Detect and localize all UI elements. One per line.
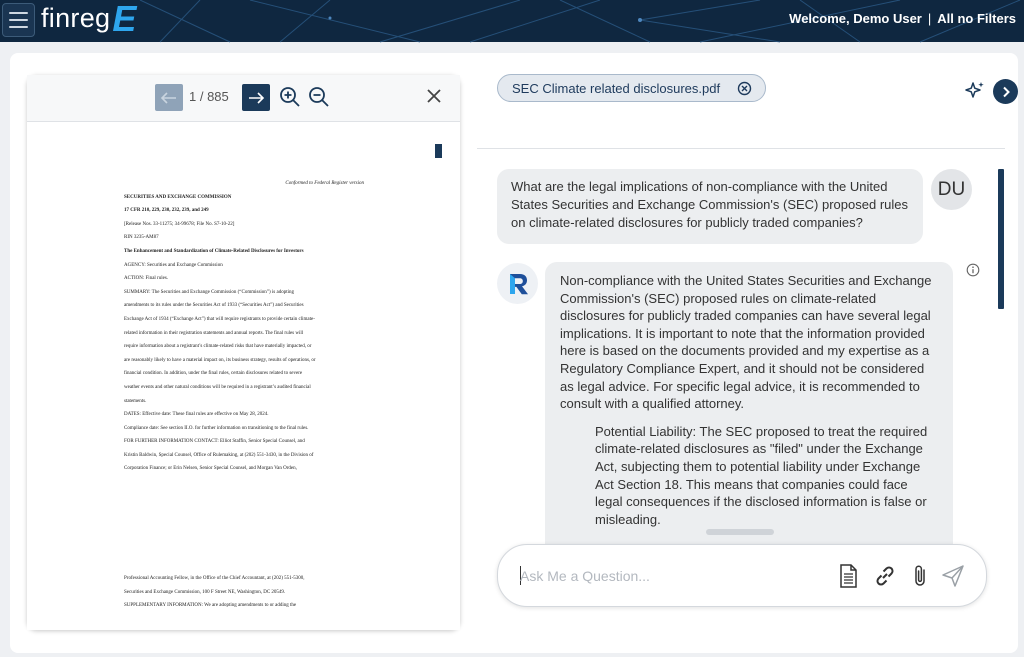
document-text-bottom — [124, 572, 364, 613]
pdf-toolbar — [27, 75, 460, 122]
menu-button[interactable] — [2, 3, 35, 37]
pdf-viewer — [27, 75, 460, 630]
doc-line: AGENCY: Securities and Exchange Commission — [124, 262, 223, 268]
document-icon[interactable] — [835, 563, 861, 589]
user-message: What are the legal implications of non-compliance with the United States Securities and Exchange Commission's (SEC) proposed rules on climate-related disclosures for publicly traded companies? — [497, 169, 923, 244]
hamburger-menu-icon — [9, 12, 28, 14]
page-indicator: 1 / 885 — [189, 89, 229, 104]
pdf-page[interactable] — [27, 123, 460, 630]
assistant-paragraph: Potential Liability: The SEC proposed to treat the required climate-related disclosures as "filed" under the Exchange Act, subjecting them to potential liability under Exchange Act Section 18. This means that companies could face legal consequences if the disclosed information is false or misleading. — [595, 423, 928, 527]
doc-line: SUMMARY: The Securities and Exchange Commission (“Commission”) is adopting — [124, 289, 294, 295]
file-chip[interactable] — [497, 74, 766, 102]
filters-link[interactable]: All no Filters — [937, 11, 1016, 26]
circle-x-icon[interactable] — [737, 81, 752, 96]
chat-conversation[interactable] — [477, 150, 1005, 527]
zoom-out-icon[interactable] — [307, 85, 331, 109]
doc-line: ACTION: Final rules. — [124, 276, 169, 282]
assistant-logo-icon — [504, 270, 532, 298]
chat-divider — [477, 148, 1005, 149]
doc-line: FOR FURTHER INFORMATION CONTACT: Elliot Staffin, Senior Special Counsel, and — [124, 439, 305, 445]
next-page-button[interactable] — [242, 84, 270, 111]
paperclip-icon[interactable] — [908, 563, 934, 589]
doc-line: Corporation Finance; or Erin Nelsen, Senior Special Counsel, and Morgan Van Orden, — [124, 466, 297, 472]
doc-line: 17 CFR 210, 229, 230, 232, 239, and 249 — [124, 208, 209, 214]
welcome-text[interactable]: Welcome, Demo User — [789, 11, 922, 26]
doc-line: SECURITIES AND EXCHANGE COMMISSION — [124, 194, 232, 200]
sparkle-icon[interactable] — [963, 80, 987, 104]
info-icon[interactable] — [966, 263, 980, 277]
assistant-paragraph: Non-compliance with the United States Securities and Exchange Commission's (SEC) proposed rules on climate-related disclosures for publicly traded companies can have several legal implications. It is important to note that the information provided here is based on the documents provided and my expertise as a Regulatory Compliance Expert, and it should not be considered as legal advice. For specific legal advice, it is recommended to consult with a qualified attorney. — [560, 273, 932, 412]
doc-line: The Enhancement and Standardization of Climate-Related Disclosures for Investors — [124, 248, 304, 254]
link-icon[interactable] — [872, 563, 898, 589]
doc-line: SUPPLEMENTARY INFORMATION: We are adopting amendments to or adding the — [124, 603, 297, 609]
doc-line: statements. — [124, 398, 147, 404]
doc-line: Professional Accounting Fellow, in the Office of the Chief Accountant, at (202) 551-5300, — [124, 576, 305, 581]
doc-line: DATES: Effective date: These final rules are effective on May 28, 2024. — [124, 412, 269, 418]
welcome-separator: | — [927, 11, 932, 26]
doc-line: Securities and Exchange Commission, 100 F Street NE, Washington, DC 20549. — [124, 589, 286, 595]
question-input[interactable] — [520, 565, 820, 587]
logo-e: E — [112, 0, 137, 39]
doc-line: Exchange Act of 1934 (“Exchange Act”) that will require registrants to provide certain climate- — [124, 316, 315, 322]
main-card — [10, 53, 1018, 653]
zoom-in-icon[interactable] — [278, 85, 302, 109]
doc-line: require information about a registrant’s climate-related risks that have materially impacted, or — [124, 344, 312, 350]
doc-line: weather events and other natural conditions will be required in a registrant’s audited financial — [124, 384, 311, 390]
resize-handle[interactable] — [706, 529, 774, 535]
doc-line: Compliance date: See section II.O. for further information on transitioning to the final rules. — [124, 425, 309, 431]
chevron-right-icon — [1001, 86, 1011, 98]
document-text — [124, 177, 364, 476]
logo-text: finreg — [41, 3, 111, 33]
doc-line: [Release Nos. 33-11275; 34-99678; File No. S7-10-22] — [124, 221, 235, 227]
assistant-message — [545, 262, 953, 562]
arrow-left-icon — [161, 92, 177, 104]
doc-line: amendments to its rules under the Securities Act of 1933 (“Securities Act”) and Securities — [124, 303, 304, 309]
top-bar — [0, 0, 1024, 42]
send-icon[interactable] — [940, 563, 966, 589]
expand-panel-button[interactable] — [993, 79, 1018, 104]
logo[interactable] — [41, 1, 136, 39]
arrow-right-icon — [248, 92, 264, 104]
prev-page-button[interactable] — [155, 84, 183, 111]
user-avatar: DU — [931, 169, 972, 210]
assistant-avatar — [497, 263, 538, 304]
chat-input-bar — [497, 544, 987, 607]
doc-line: Kristin Baldwin, Special Counsel, Office of Rulemaking, at (202) 551-3430, in the Division of — [124, 452, 314, 458]
close-icon[interactable] — [423, 85, 445, 107]
file-chip-label: SEC Climate related disclosures.pdf — [512, 80, 721, 96]
doc-line: RIN 3235-AM87 — [124, 235, 159, 241]
doc-line: related information in their registration statements and annual reports. The final rules will — [124, 330, 304, 336]
chat-scrollbar[interactable] — [998, 169, 1004, 309]
doc-line: are reasonably likely to have a material impact on, its business strategy, results of operations, or — [124, 357, 316, 363]
doc-line: financial condition. In addition, under the final rules, certain disclosures related to severe — [124, 371, 303, 377]
page-marker — [435, 144, 442, 158]
doc-line: Conformed to Federal Register version — [285, 181, 364, 186]
welcome-area — [789, 11, 1016, 26]
